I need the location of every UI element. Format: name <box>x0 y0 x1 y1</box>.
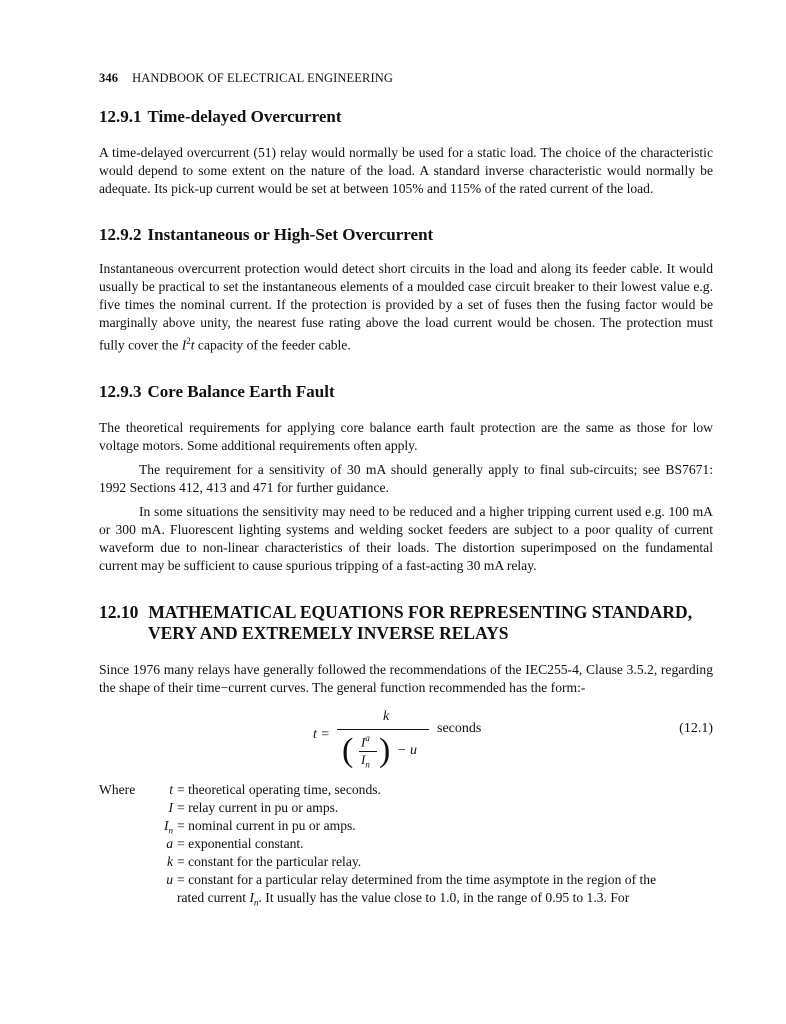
paragraph: Instantaneous overcurrent protection would detect short circuits in the load and along its feeder cable. It would usually be practical to set the instantaneous elements of a moulded case circuit breaker to their lowest value e.g. five times the nominal current. If the protection is provided by a set of fuses then the fusing factor would be marginally above unity, the nearest fuse rating above the load current would be chosen. The protection must fully cover the $I^2t$ capacity of the feeder cable. <box>99 261 713 353</box>
definition-row: Where t = theoretical operating time, seconds. <box>99 781 381 797</box>
section-heading-12-9-1: 12.9.1 Time-delayed Overcurrent <box>99 107 342 126</box>
equation-minus-u: − u <box>397 742 417 758</box>
definition-row: I = relay current in pu or amps. <box>168 799 339 815</box>
paragraph: A time-delayed overcurrent (51) relay would normally be used for a static load. The choice of the characteristic would depend to some extent on the nature of the load. A standard inverse characteristic would normally be adequate. Its pick-up current would be set at between 105% and 115% of the rated current of the load. <box>99 145 713 196</box>
equation-unit: seconds <box>437 720 482 736</box>
section-heading-12-9-2: 12.9.2 Instantaneous or High-Set Overcurrent <box>99 225 434 244</box>
definition-row: u = constant for a particular relay determined from the time asymptote in the region of the <box>166 871 657 887</box>
paragraph: In some situations the sensitivity may need to be reduced and a higher tripping current used e.g. 100 mA or 300 mA. Fluorescent lighting systems and welding socket feeders are subject to a poor quality of current waveform due to non-linear characteristics of their loads. The distortion superimposed on the fundamental current may be sufficient to cause spurious tripping of a fast-acting 30 mA relay. <box>99 503 713 573</box>
definition-continuation: rated current $I_n$. It usually has the value close to 1.0, in the range of 0.95 to 1.3. For <box>177 889 630 908</box>
definition-row: k = constant for the particular relay. <box>166 853 362 869</box>
section-heading-12-9-3: 12.9.3 Core Balance Earth Fault <box>99 381 335 401</box>
definition-row: a = exponential constant. <box>166 835 304 851</box>
inner-denominator: $I_n$ <box>361 751 370 770</box>
running-title: HANDBOOK OF ELECTRICAL ENGINEERING <box>132 71 393 85</box>
left-paren: ( <box>342 731 354 769</box>
symbol-definitions <box>99 781 713 907</box>
equation-lhs: t = <box>313 726 330 742</box>
equation-label: (12.1) <box>679 720 713 736</box>
right-paren: ) <box>379 731 391 769</box>
paragraph: The theoretical requirements for applying core balance earth fault protection are the same as those for low voltage motors. Some additional requirements often apply. <box>99 419 713 453</box>
equation-numerator: k <box>383 708 390 724</box>
page-body <box>99 70 713 907</box>
paragraph: The requirement for a sensitivity of 30 mA should generally apply to final sub-circuits; see BS7671: 1992 Sections 412, 413 and 471 for further guidance. <box>99 461 713 495</box>
where-label: Where <box>99 781 136 797</box>
section-heading-12-10: 12.10 MATHEMATICAL EQUATIONS FOR REPRESENTING STANDARD, VERY AND EXTREMELY INVERSE RELAYS <box>99 601 693 643</box>
page-number: 346 <box>99 71 119 85</box>
definition-row: $I_n$ = nominal current in pu or amps. <box>163 817 356 836</box>
equation-12-1 <box>99 709 713 781</box>
running-header <box>99 70 713 86</box>
fraction-bar <box>337 729 429 730</box>
inner-numerator: $I^a$ <box>361 732 370 749</box>
paragraph: Since 1976 many relays have generally followed the recommendations of the IEC255-4, Clause 3.5.2, regarding the shape of their time−current curves. The general function recommended has the form:- <box>99 661 713 695</box>
